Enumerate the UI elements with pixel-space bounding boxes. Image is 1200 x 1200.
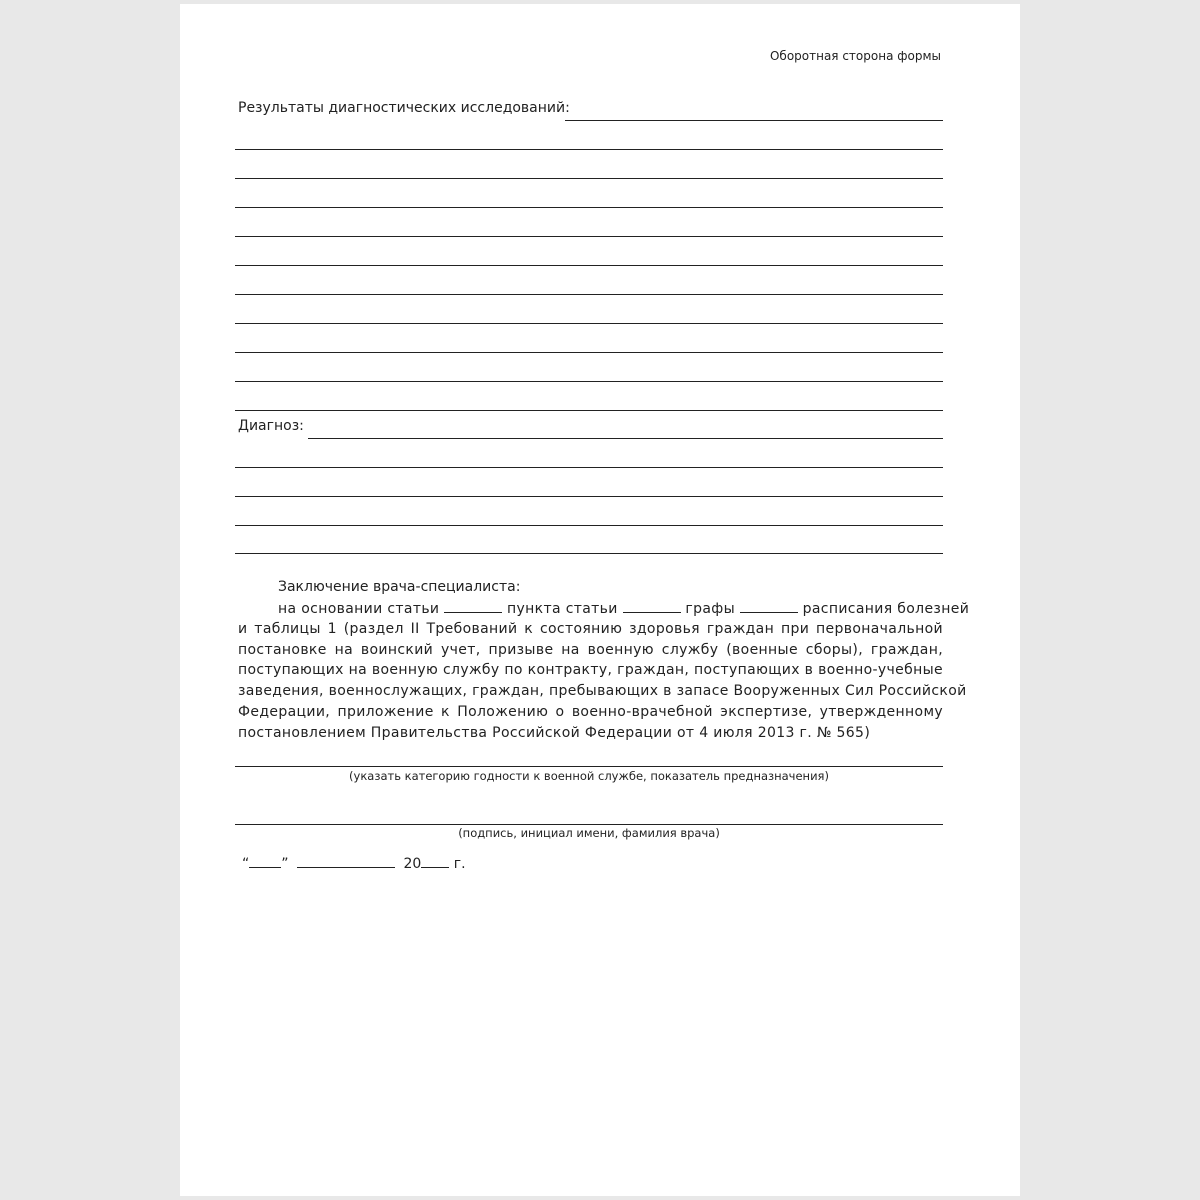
results-first-line[interactable] (565, 120, 943, 121)
point-blank[interactable] (623, 598, 681, 613)
close-quote: ” (281, 856, 289, 872)
day-blank[interactable] (249, 853, 281, 868)
results-line[interactable] (235, 323, 943, 324)
open-quote: “ (242, 856, 250, 872)
date-row (242, 853, 466, 872)
conclusion-line-4: поступающих на военную службу по контракту, граждан, поступающих в военно-учебные (238, 662, 943, 679)
results-line[interactable] (235, 381, 943, 382)
category-caption: (указать категорию годности к военной службе, показатель предназначения) (349, 769, 829, 783)
diagnosis-line[interactable] (235, 467, 943, 468)
conclusion-line-3: постановке на воинский учет, призыве на военную службу (военные сборы), граждан, (238, 641, 943, 658)
results-line[interactable] (235, 178, 943, 179)
results-label: Результаты диагностических исследований: (238, 100, 570, 116)
column-text: графы (685, 601, 735, 617)
conclusion-line-6: Федерации, приложение к Положению о военно-врачебной экспертизе, утвержденному (238, 703, 943, 720)
results-line[interactable] (235, 352, 943, 353)
conclusion-line-5: заведения, военнослужащих, граждан, пребывающих в запасе Вооруженных Сил Российской (238, 683, 967, 700)
basis-text: на основании статьи (278, 601, 440, 617)
diagnosis-line[interactable] (235, 525, 943, 526)
month-blank[interactable] (297, 853, 395, 868)
conclusion-paragraph (238, 598, 970, 744)
results-line[interactable] (235, 207, 943, 208)
conclusion-line-7: постановлением Правительства Российской Федерации от 4 июля 2013 г. № 565) (238, 724, 871, 741)
results-line[interactable] (235, 294, 943, 295)
year-prefix: 20 (403, 856, 422, 872)
results-line[interactable] (235, 149, 943, 150)
diagnosis-line[interactable] (235, 496, 943, 497)
category-line[interactable] (235, 766, 943, 767)
diagnosis-first-line[interactable] (308, 438, 943, 439)
results-line[interactable] (235, 236, 943, 237)
signature-line[interactable] (235, 824, 943, 825)
results-line[interactable] (235, 410, 943, 411)
diagnosis-line[interactable] (235, 553, 943, 554)
signature-caption: (подпись, инициал имени, фамилия врача) (458, 826, 720, 840)
point-text: пункта статьи (507, 601, 618, 617)
year-blank[interactable] (421, 853, 449, 868)
year-suffix: г. (453, 856, 466, 872)
conclusion-title: Заключение врача-специалиста: (278, 579, 521, 595)
article-blank[interactable] (444, 598, 502, 613)
document-page (180, 4, 1020, 1196)
diagnosis-label: Диагноз: (238, 418, 304, 434)
results-line[interactable] (235, 265, 943, 266)
schedule-text: расписания болезней (802, 601, 970, 617)
column-blank[interactable] (740, 598, 798, 613)
conclusion-line-2: и таблицы 1 (раздел II Требований к состоянию здоровья граждан при первоначальной (238, 620, 943, 637)
form-side-note: Оборотная сторона формы (769, 49, 941, 63)
conclusion-line-1 (238, 598, 970, 619)
